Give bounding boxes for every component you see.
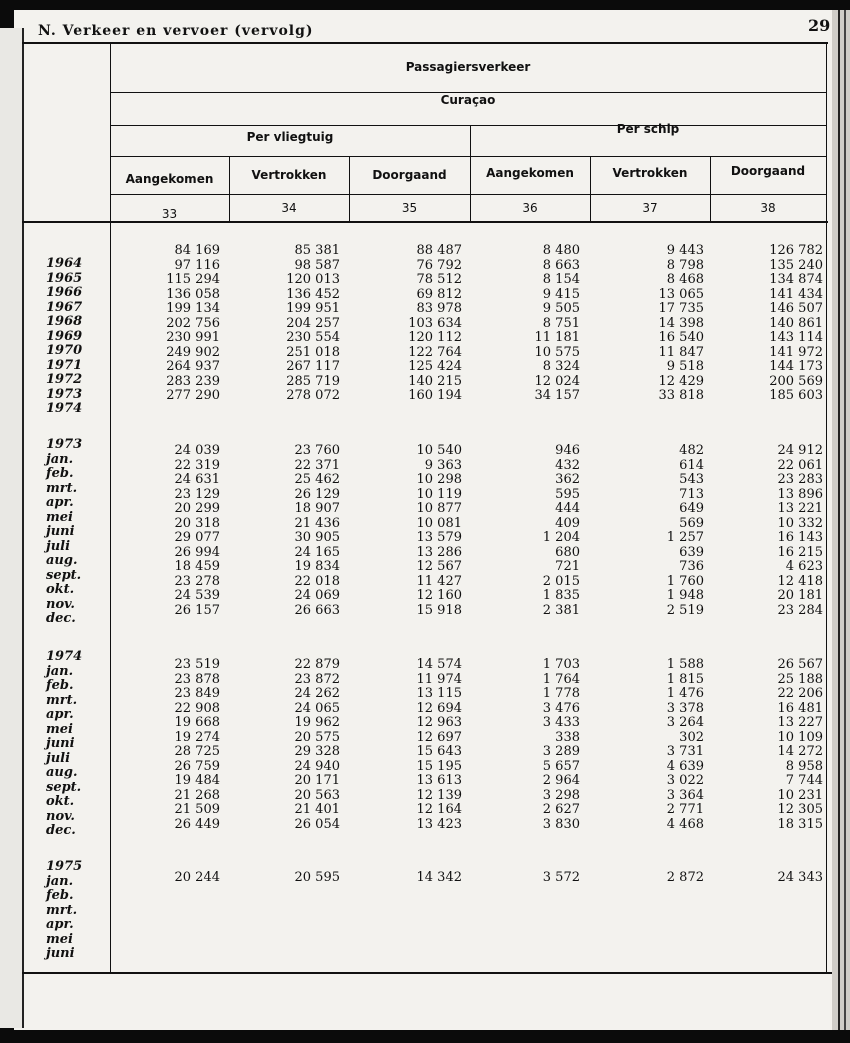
table-cell: 1 476 bbox=[666, 686, 704, 701]
table-cell: 22 206 bbox=[777, 686, 823, 701]
table-cell: 14 574 bbox=[416, 657, 462, 672]
row-label: 1969 bbox=[46, 328, 83, 344]
table-cell: 680 bbox=[555, 544, 580, 560]
table-cell: 26 759 bbox=[174, 758, 220, 774]
table-cell: 24 069 bbox=[294, 588, 340, 603]
table-cell: 3 264 bbox=[666, 715, 704, 730]
table-cell: 3 022 bbox=[666, 773, 704, 788]
table-cell: 16 215 bbox=[777, 544, 823, 560]
table-cell: 22 319 bbox=[174, 457, 220, 473]
table-cell: 1 815 bbox=[666, 671, 704, 687]
row-label: apr. bbox=[46, 707, 74, 722]
table-cell: 125 424 bbox=[408, 359, 462, 374]
table-cell: 84 169 bbox=[174, 243, 220, 258]
row-label: feb. bbox=[46, 888, 74, 903]
table-cell: 12 697 bbox=[416, 729, 462, 745]
table-cell: 24 631 bbox=[174, 472, 220, 487]
table-cell: 19 484 bbox=[174, 773, 220, 788]
table-cell: 11 974 bbox=[416, 671, 462, 687]
row-label: juni bbox=[46, 736, 75, 751]
row-label: juli bbox=[46, 750, 71, 766]
table-cell: 1 764 bbox=[542, 671, 580, 687]
column-header: Vertrokken bbox=[251, 168, 327, 182]
table-cell: 2 627 bbox=[542, 802, 580, 817]
table-cell: 28 725 bbox=[174, 744, 220, 759]
row-label: juni bbox=[46, 946, 75, 961]
table-cell: 2 872 bbox=[666, 870, 704, 885]
table-cell: 22 018 bbox=[294, 573, 340, 589]
table-cell: 20 181 bbox=[777, 588, 823, 603]
table-cell: 20 563 bbox=[294, 787, 340, 803]
table-cell: 23 519 bbox=[174, 657, 220, 672]
row-label: 1973 bbox=[46, 437, 83, 452]
header-per-vliegtuig: Per vliegtuig bbox=[246, 130, 334, 144]
table-cell: 639 bbox=[679, 544, 704, 560]
table-cell: 136 452 bbox=[286, 286, 340, 302]
table-cell: 4 623 bbox=[785, 559, 823, 574]
table-cell: 1 948 bbox=[666, 588, 704, 603]
row-label: jan. bbox=[46, 873, 74, 889]
table-cell: 24 539 bbox=[174, 588, 220, 603]
column-number: 35 bbox=[401, 201, 418, 215]
table-cell: 1 835 bbox=[542, 588, 580, 603]
table-cell: 23 283 bbox=[777, 472, 823, 487]
row-label: mrt. bbox=[46, 480, 78, 496]
table-cell: 9 415 bbox=[542, 286, 580, 302]
table-cell: 230 991 bbox=[166, 330, 220, 345]
row-label: apr. bbox=[46, 495, 74, 510]
table-cell: 3 298 bbox=[542, 787, 580, 803]
table-cell: 13 613 bbox=[416, 773, 462, 788]
table-cell: 24 039 bbox=[174, 443, 220, 458]
table-cell: 24 165 bbox=[294, 544, 340, 560]
column-header: Aangekomen bbox=[125, 172, 214, 186]
table-cell: 13 579 bbox=[416, 530, 462, 545]
table-cell: 267 117 bbox=[286, 359, 340, 374]
table-cell: 76 792 bbox=[416, 257, 462, 273]
table-cell: 5 657 bbox=[542, 758, 580, 774]
table-cell: 12 429 bbox=[658, 373, 704, 389]
table-cell: 409 bbox=[555, 515, 580, 531]
table-cell: 19 834 bbox=[294, 559, 340, 574]
table-cell: 26 054 bbox=[294, 816, 340, 832]
table-cell: 26 129 bbox=[294, 486, 340, 502]
row-label: 1974 bbox=[46, 401, 83, 416]
row-label: 1964 bbox=[46, 256, 83, 271]
table-cell: 4 468 bbox=[666, 816, 704, 832]
table-cell: 721 bbox=[555, 559, 580, 574]
table-cell: 1 257 bbox=[666, 530, 704, 545]
table-cell: 14 272 bbox=[777, 744, 823, 759]
table-cell: 12 139 bbox=[416, 787, 462, 803]
table-cell: 33 818 bbox=[658, 388, 704, 403]
table-cell: 88 487 bbox=[416, 243, 462, 258]
row-labels-1974 bbox=[46, 650, 106, 839]
table-cell: 20 595 bbox=[294, 870, 340, 885]
table-cell: 8 798 bbox=[666, 257, 704, 273]
table-cell: 1 204 bbox=[542, 530, 580, 545]
table-cell: 24 065 bbox=[294, 700, 340, 716]
table-cell: 13 227 bbox=[777, 715, 823, 730]
table-cell: 1 588 bbox=[666, 657, 704, 672]
table-cell: 23 760 bbox=[294, 443, 340, 458]
table-cell: 8 468 bbox=[666, 272, 704, 287]
table-cell: 8 751 bbox=[542, 315, 580, 331]
table-cell: 12 024 bbox=[534, 373, 580, 389]
row-label: sept. bbox=[46, 779, 82, 795]
row-label: 1967 bbox=[46, 299, 83, 315]
table-cell: 17 735 bbox=[658, 301, 704, 316]
table-cell: 444 bbox=[555, 501, 580, 516]
column-number: 36 bbox=[522, 201, 538, 215]
table-cell: 200 569 bbox=[769, 373, 823, 389]
column-header: Aangekomen bbox=[486, 166, 574, 180]
table-cell: 135 240 bbox=[769, 257, 823, 273]
table-cell: 22 908 bbox=[174, 700, 220, 716]
table-cell: 199 134 bbox=[166, 301, 220, 316]
table-cell: 24 912 bbox=[777, 443, 823, 458]
table-cell: 12 160 bbox=[416, 588, 462, 603]
row-label: juni bbox=[46, 524, 75, 539]
table-cell: 3 433 bbox=[542, 715, 580, 730]
table-cell: 2 015 bbox=[542, 573, 580, 589]
table-cell: 713 bbox=[679, 486, 704, 502]
column-number: 33 bbox=[161, 207, 178, 221]
row-label: nov. bbox=[46, 596, 75, 612]
table-cell: 3 364 bbox=[666, 787, 704, 803]
table-cell: 85 381 bbox=[294, 243, 340, 258]
table-cell: 543 bbox=[679, 472, 704, 487]
table-cell: 10 575 bbox=[534, 344, 580, 360]
table-cell: 13 423 bbox=[416, 816, 462, 832]
row-labels-years bbox=[46, 257, 106, 417]
table-cell: 1 778 bbox=[542, 686, 580, 701]
table-cell: 26 157 bbox=[174, 602, 220, 618]
table-cell: 3 830 bbox=[542, 816, 580, 832]
table-cell: 15 195 bbox=[416, 758, 462, 774]
table-cell: 204 257 bbox=[286, 315, 340, 331]
table-cell: 3 572 bbox=[542, 870, 580, 885]
table-cell: 22 879 bbox=[294, 657, 340, 672]
table-cell: 595 bbox=[555, 486, 580, 502]
row-label: dec. bbox=[46, 611, 76, 626]
table-cell: 3 476 bbox=[542, 700, 580, 716]
table-cell: 649 bbox=[679, 501, 704, 516]
table-cell: 362 bbox=[555, 472, 580, 487]
table-cell: 143 114 bbox=[769, 330, 823, 345]
table-cell: 23 278 bbox=[174, 573, 220, 589]
table-cell: 160 194 bbox=[408, 388, 462, 403]
table-cell: 9 363 bbox=[424, 457, 462, 473]
table-top-rule bbox=[22, 42, 828, 44]
row-label: jan. bbox=[46, 663, 74, 679]
table-cell: 21 268 bbox=[174, 787, 220, 803]
table-rule bbox=[110, 194, 826, 195]
table-cell: 14 398 bbox=[658, 315, 704, 331]
table-cell: 23 284 bbox=[777, 602, 823, 618]
row-label: jan. bbox=[46, 451, 74, 467]
previous-page-strip bbox=[0, 28, 24, 1028]
row-label: mrt. bbox=[46, 902, 78, 918]
column-number: 38 bbox=[760, 201, 776, 215]
table-cell: 12 694 bbox=[416, 700, 462, 716]
table-cell: 19 668 bbox=[174, 715, 220, 730]
table-cell: 10 540 bbox=[416, 443, 462, 458]
row-label: apr. bbox=[46, 917, 74, 932]
table-cell: 199 951 bbox=[286, 301, 340, 316]
table-cell: 24 343 bbox=[777, 870, 823, 885]
row-label: 1965 bbox=[46, 270, 83, 286]
table-cell: 9 518 bbox=[666, 359, 704, 374]
table-cell: 10 877 bbox=[416, 501, 462, 516]
table-cell: 482 bbox=[679, 443, 704, 458]
table-cell: 277 290 bbox=[166, 388, 220, 403]
table-cell: 7 744 bbox=[785, 773, 823, 788]
row-label: 1970 bbox=[46, 343, 83, 358]
table-cell: 614 bbox=[679, 457, 704, 473]
table-cell: 26 994 bbox=[174, 544, 220, 560]
header-per-schip: Per schip bbox=[616, 122, 680, 136]
table-cell: 21 436 bbox=[294, 515, 340, 531]
table-cell: 13 221 bbox=[777, 501, 823, 516]
table-cell: 20 575 bbox=[294, 729, 340, 745]
table-cell: 18 907 bbox=[294, 501, 340, 516]
page-edge bbox=[832, 10, 850, 1030]
table-cell: 20 244 bbox=[174, 870, 220, 885]
table-cell: 4 639 bbox=[666, 758, 704, 774]
table-cell: 1 760 bbox=[666, 573, 704, 589]
row-label: feb. bbox=[46, 466, 74, 481]
table-cell: 13 065 bbox=[658, 286, 704, 302]
table-cell: 8 154 bbox=[542, 272, 580, 287]
table-cell: 285 719 bbox=[286, 373, 340, 389]
table-cell: 29 328 bbox=[294, 744, 340, 759]
row-labels-1973 bbox=[46, 438, 106, 627]
row-label: 1968 bbox=[46, 314, 83, 329]
table-cell: 18 459 bbox=[174, 559, 220, 574]
table-cell: 9 443 bbox=[666, 243, 704, 258]
row-label: juli bbox=[46, 538, 71, 554]
page-number: 29 bbox=[808, 16, 831, 35]
table-cell: 12 963 bbox=[416, 715, 462, 730]
table-cell: 2 964 bbox=[542, 773, 580, 788]
table-cell: 283 239 bbox=[166, 373, 220, 389]
row-label: mei bbox=[46, 721, 73, 737]
table-cell: 302 bbox=[679, 729, 704, 745]
table-cell: 25 462 bbox=[294, 472, 340, 487]
table-cell: 9 505 bbox=[542, 301, 580, 316]
table-cell: 23 878 bbox=[174, 671, 220, 687]
table-cell: 16 481 bbox=[777, 700, 823, 716]
column-header: Vertrokken bbox=[612, 166, 688, 180]
table-cell: 26 663 bbox=[294, 602, 340, 618]
table-rule bbox=[110, 156, 826, 157]
table-cell: 13 896 bbox=[777, 486, 823, 502]
table-cell: 29 077 bbox=[174, 530, 220, 545]
table-cell: 34 157 bbox=[534, 388, 580, 403]
row-label: 1975 bbox=[46, 859, 83, 874]
table-cell: 3 378 bbox=[666, 700, 704, 716]
table-cell: 19 274 bbox=[174, 729, 220, 745]
table-cell: 3 289 bbox=[542, 744, 580, 759]
row-label: 1974 bbox=[46, 649, 83, 664]
header-passagiersverkeer: Passagiersverkeer bbox=[405, 60, 531, 74]
table-cell: 115 294 bbox=[166, 272, 220, 287]
page-edge-line bbox=[838, 10, 840, 1030]
column-number: 37 bbox=[642, 201, 658, 215]
table-cell: 30 905 bbox=[294, 530, 340, 545]
column-header: Doorgaand bbox=[730, 164, 806, 178]
table-cell: 144 173 bbox=[769, 359, 823, 374]
table-cell: 264 937 bbox=[166, 359, 220, 374]
table-cell: 136 058 bbox=[166, 286, 220, 302]
row-label: 1971 bbox=[46, 357, 83, 373]
table-cell: 23 129 bbox=[174, 486, 220, 502]
row-label: mei bbox=[46, 931, 73, 947]
table-cell: 8 958 bbox=[785, 758, 823, 774]
table-cell: 1 703 bbox=[542, 657, 580, 672]
table-cell: 10 109 bbox=[777, 729, 823, 745]
table-cell: 21 509 bbox=[174, 802, 220, 817]
table-cell: 20 299 bbox=[174, 501, 220, 516]
table-cell: 202 756 bbox=[166, 315, 220, 331]
table-cell: 23 849 bbox=[174, 686, 220, 701]
row-label: 1972 bbox=[46, 372, 83, 387]
table-cell: 12 418 bbox=[777, 573, 823, 589]
table-cell: 14 342 bbox=[416, 870, 462, 885]
row-label: okt. bbox=[46, 582, 75, 597]
table-cell: 16 540 bbox=[658, 330, 704, 345]
table-cell: 20 318 bbox=[174, 515, 220, 531]
table-cell: 22 061 bbox=[777, 457, 823, 473]
table-cell: 10 231 bbox=[777, 787, 823, 803]
table-cell: 26 567 bbox=[777, 657, 823, 672]
table-cell: 185 603 bbox=[769, 388, 823, 403]
table-cell: 12 164 bbox=[416, 802, 462, 817]
table-cell: 140 215 bbox=[408, 373, 462, 389]
table-cell: 249 902 bbox=[166, 344, 220, 360]
table-cell: 10 119 bbox=[416, 486, 462, 502]
table-cell: 19 962 bbox=[294, 715, 340, 730]
table-cell: 569 bbox=[679, 515, 704, 531]
table-cell: 69 812 bbox=[416, 286, 462, 302]
table-cell: 22 371 bbox=[294, 457, 340, 473]
table-cell: 25 188 bbox=[777, 671, 823, 687]
row-labels-1975 bbox=[46, 860, 106, 962]
table-cell: 13 115 bbox=[416, 686, 462, 701]
table-cell: 10 332 bbox=[777, 515, 823, 531]
table-cell: 8 480 bbox=[542, 243, 580, 258]
table-cell: 120 112 bbox=[408, 330, 462, 345]
table-cell: 946 bbox=[555, 443, 580, 458]
row-label: feb. bbox=[46, 678, 74, 693]
row-label: aug. bbox=[46, 765, 78, 780]
table-cell: 98 587 bbox=[294, 257, 340, 273]
row-label: 1973 bbox=[46, 386, 83, 402]
table-cell: 141 434 bbox=[769, 286, 823, 302]
row-label: mrt. bbox=[46, 692, 78, 708]
table-cell: 736 bbox=[679, 559, 704, 574]
table-cell: 251 018 bbox=[286, 344, 340, 360]
table-cell: 103 634 bbox=[408, 315, 462, 331]
table-cell: 126 782 bbox=[769, 243, 823, 258]
table-cell: 230 554 bbox=[286, 330, 340, 345]
table-cell: 338 bbox=[555, 729, 580, 745]
table-cell: 2 519 bbox=[666, 602, 704, 618]
table-cell: 12 305 bbox=[777, 802, 823, 817]
table-cell: 8 324 bbox=[542, 359, 580, 374]
table-cell: 11 181 bbox=[534, 330, 580, 345]
table-cell: 432 bbox=[555, 457, 580, 473]
table-cell: 10 298 bbox=[416, 472, 462, 487]
table-cell: 26 449 bbox=[174, 816, 220, 832]
section-title: N. Verkeer en vervoer (vervolg) bbox=[38, 23, 314, 39]
table-cell: 21 401 bbox=[294, 802, 340, 817]
row-label: dec. bbox=[46, 823, 76, 838]
table-cell: 2 381 bbox=[542, 602, 580, 618]
table-cell: 10 081 bbox=[416, 515, 462, 531]
table-cell: 140 861 bbox=[769, 315, 823, 331]
table-bottom-rule bbox=[22, 972, 832, 974]
row-label: 1966 bbox=[46, 285, 83, 300]
table-cell: 8 663 bbox=[542, 257, 580, 273]
page-edge-line bbox=[844, 10, 846, 1030]
table-cell: 18 315 bbox=[777, 816, 823, 832]
table-cell: 78 512 bbox=[416, 272, 462, 287]
column-number: 34 bbox=[281, 201, 297, 215]
table-header-bottom-rule bbox=[22, 221, 828, 223]
table-cell: 278 072 bbox=[286, 388, 340, 403]
column-divider bbox=[826, 42, 827, 973]
row-label: okt. bbox=[46, 794, 75, 809]
table-cell: 122 764 bbox=[408, 344, 462, 360]
table-cell: 11 427 bbox=[416, 573, 462, 589]
row-label: aug. bbox=[46, 553, 78, 568]
table-cell: 134 874 bbox=[769, 272, 823, 287]
table-cell: 12 567 bbox=[416, 559, 462, 574]
table-cell: 16 143 bbox=[777, 530, 823, 545]
table-cell: 24 262 bbox=[294, 686, 340, 701]
table-cell: 146 507 bbox=[769, 301, 823, 316]
table-cell: 23 872 bbox=[294, 671, 340, 687]
table-cell: 20 171 bbox=[294, 773, 340, 788]
row-label: mei bbox=[46, 509, 73, 525]
table-cell: 13 286 bbox=[416, 544, 462, 560]
table-cell: 141 972 bbox=[769, 344, 823, 360]
row-label: nov. bbox=[46, 808, 75, 824]
table-cell: 120 013 bbox=[286, 272, 340, 287]
table-cell: 15 918 bbox=[416, 602, 462, 618]
row-label: sept. bbox=[46, 567, 82, 583]
column-header: Doorgaand bbox=[372, 168, 447, 182]
table-cell: 11 847 bbox=[658, 344, 704, 360]
table-cell: 83 978 bbox=[416, 301, 462, 316]
header-curacao: Curaçao bbox=[440, 93, 496, 107]
table-cell: 2 771 bbox=[666, 802, 704, 817]
table-cell: 3 731 bbox=[666, 744, 704, 759]
table-cell: 15 643 bbox=[416, 744, 462, 759]
table-cell: 97 116 bbox=[174, 257, 220, 273]
table-cell: 24 940 bbox=[294, 758, 340, 774]
